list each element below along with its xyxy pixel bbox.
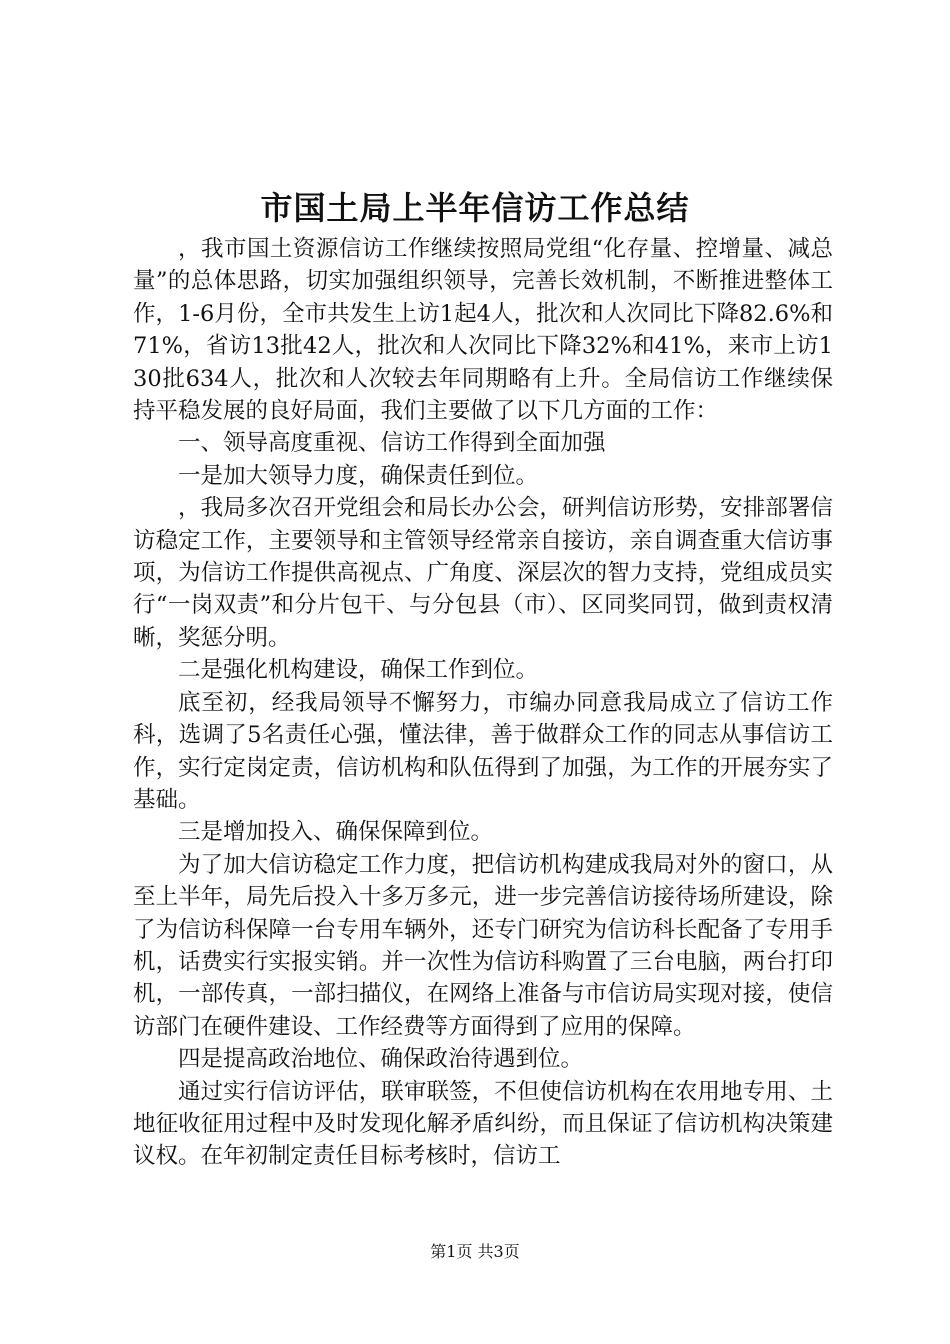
page-number: 第1页 共3页	[430, 1242, 520, 1261]
paragraph: 为了加大信访稳定工作力度，把信访机构建成我局对外的窗口，从至上半年，局先后投入十多万多元，进一步完善信访接待场所建设，除了为信访科保障一台专用车辆外，还专门研究为信访科长配备了专用手机，话费实行实报实销。并一次性为信访科购置了三台电脑，两台打印机，一部传真，一部扫描仪，在网络上准备与市信访局实现对接，使信访部门在硬件建设、工作经费等方面得到了应用的保障。	[133, 851, 833, 1040]
document-body	[133, 233, 833, 1173]
subheading: 二是强化机构建设，确保工作到位。	[178, 657, 539, 684]
paragraph: 通过实行信访评估，联审联签，不但使信访机构在农用地专用、土地征收征用过程中及时发现化解矛盾纠纷，而且保证了信访机构决策建议权。在年初制定责任目标考核时，信访工	[133, 1078, 833, 1170]
document-title: 市国土局上半年信访工作总结	[260, 189, 690, 227]
paragraph: ，我局多次召开党组会和局长办公会，研判信访形势，安排部署信访稳定工作，主要领导和主管领导经常亲自接访，亲自调查重大信访事项，为信访工作提供高视点、广角度、深层次的智力支持，党组成员实行“一岗双责”和分片包干、与分包县（市）、区同奖同罚，做到责权清晰，奖惩分明。	[133, 495, 833, 651]
subheading: 三是增加投入、确保保障到位。	[178, 819, 494, 846]
subheading: 四是提高政治地位、确保政治待遇到位。	[178, 1046, 584, 1073]
section-heading: 一、领导高度重视、信访工作得到全面加强	[178, 430, 606, 457]
subheading: 一是加大领导力度，确保责任到位。	[178, 462, 539, 489]
paragraph: ，我市国土资源信访工作继续按照局党组“化存量、控增量、减总量”的总体思路，切实加强组织领导，完善长效机制，不断推进整体工作，1-6月份，全市共发生上访1起4人，批次和人次同比下降82.6%和71%，省访13批42人，批次和人次同比下降32%和41%，来市上访130批634人，批次和人次较去年同期略有上升。全局信访工作继续保持平稳发展的良好局面，我们主要做了以下几方面的工作：	[133, 236, 833, 425]
paragraph: 底至初，经我局领导不懈努力，市编办同意我局成立了信访工作科，选调了5名责任心强，懂法律，善于做群众工作的同志从事信访工作，实行定岗定责，信访机构和队伍得到了加强，为工作的开展夯实了基础。	[133, 689, 833, 813]
